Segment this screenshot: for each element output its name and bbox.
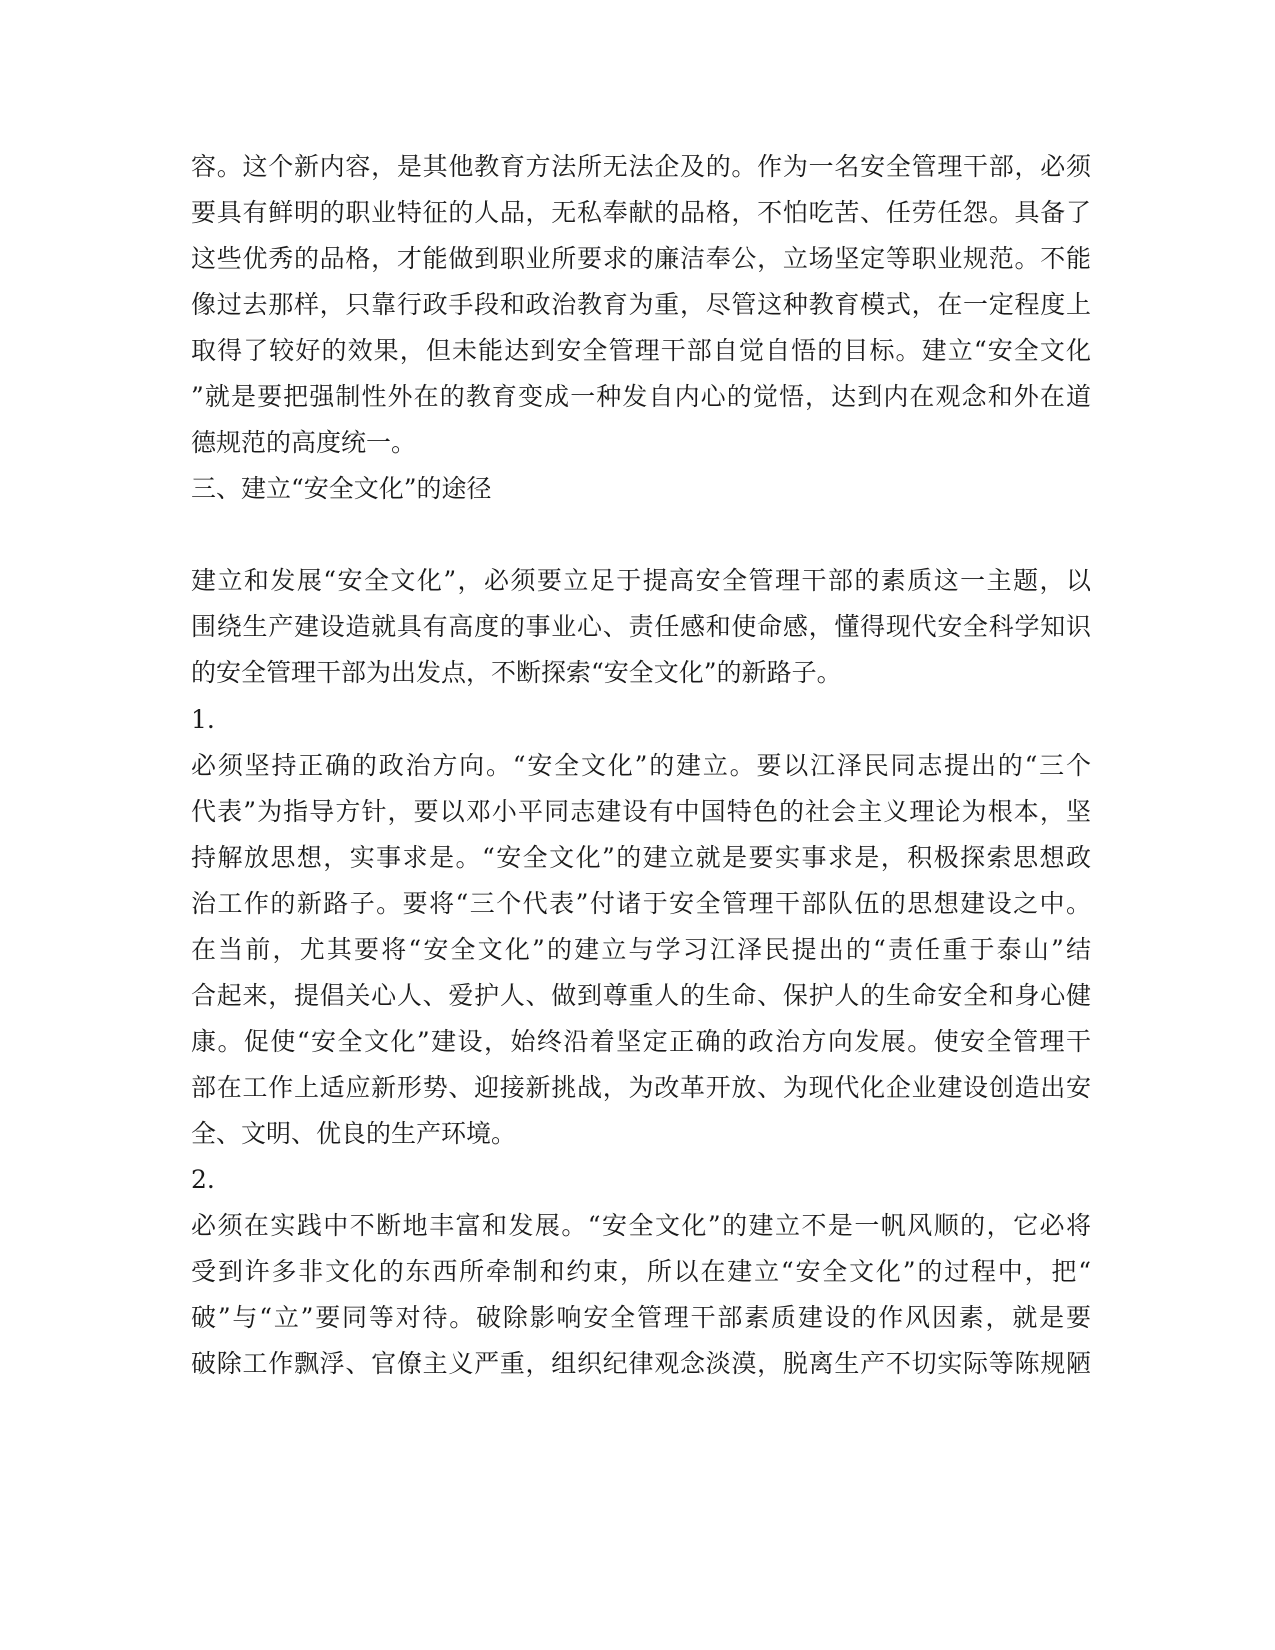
text-line: 全、文明、优良的生产环境。 — [191, 1119, 517, 1148]
list-number: 1. — [191, 705, 215, 734]
text-line: 合起来，提倡关心人、爱护人、做到尊重人的生命、保护人的生命安全和身心健 — [191, 981, 1091, 1010]
section-heading: 三、建立“安全文化”的途径 — [191, 474, 492, 503]
text-line: 像过去那样，只靠行政手段和政治教育为重，尽管这种教育模式，在一定程度上 — [191, 290, 1091, 319]
text-line: 必须坚持正确的政治方向。“安全文化”的建立。要以江泽民同志提出的“三个 — [191, 751, 1091, 780]
text-line: 治工作的新路子。要将“三个代表”付诸于安全管理干部队伍的思想建设之中。 — [191, 889, 1091, 918]
text-line: 要具有鲜明的职业特征的人品，无私奉献的品格，不怕吃苦、任劳任怨。具备了 — [191, 198, 1091, 227]
text-line: 代表”为指导方针，要以邓小平同志建设有中国特色的社会主义理论为根本，坚 — [191, 797, 1091, 826]
text-line: 持解放思想，实事求是。“安全文化”的建立就是要实事求是，积极探索思想政 — [191, 843, 1091, 872]
text-line: 破”与“立”要同等对待。破除影响安全管理干部素质建设的作风因素，就是要 — [191, 1303, 1091, 1332]
text-line: 的安全管理干部为出发点，不断探索“安全文化”的新路子。 — [191, 658, 842, 687]
text-line: 容。这个新内容，是其他教育方法所无法企及的。作为一名安全管理干部，必须 — [191, 152, 1091, 181]
text-line: 受到许多非文化的东西所牵制和约束，所以在建立“安全文化”的过程中，把“ — [191, 1257, 1091, 1286]
text-line: 破除工作飘浮、官僚主义严重，组织纪律观念淡漠，脱离生产不切实际等陈规陋 — [191, 1349, 1091, 1378]
text-line: 在当前，尤其要将“安全文化”的建立与学习江泽民提出的“责任重于泰山”结 — [191, 935, 1091, 964]
text-line: 取得了较好的效果，但未能达到安全管理干部自觉自悟的目标。建立“安全文化 — [191, 336, 1091, 365]
text-line: 建立和发展“安全文化”，必须要立足于提高安全管理干部的素质这一主题，以 — [191, 566, 1091, 595]
text-line: 德规范的高度统一。 — [191, 428, 417, 457]
text-line: 康。促使“安全文化”建设，始终沿着坚定正确的政治方向发展。使安全管理干 — [191, 1027, 1091, 1056]
text-line: 部在工作上适应新形势、迎接新挑战，为改革开放、为现代化企业建设创造出安 — [191, 1073, 1091, 1102]
text-line: 必须在实践中不断地丰富和发展。“安全文化”的建立不是一帆风顺的，它必将 — [191, 1211, 1091, 1240]
list-number: 2. — [191, 1165, 215, 1194]
text-line: 这些优秀的品格，才能做到职业所要求的廉洁奉公，立场坚定等职业规范。不能 — [191, 244, 1091, 273]
text-line: ”就是要把强制性外在的教育变成一种发自内心的觉悟，达到内在观念和外在道 — [191, 382, 1091, 411]
text-line: 围绕生产建设造就具有高度的事业心、责任感和使命感，懂得现代安全科学知识 — [191, 612, 1091, 641]
